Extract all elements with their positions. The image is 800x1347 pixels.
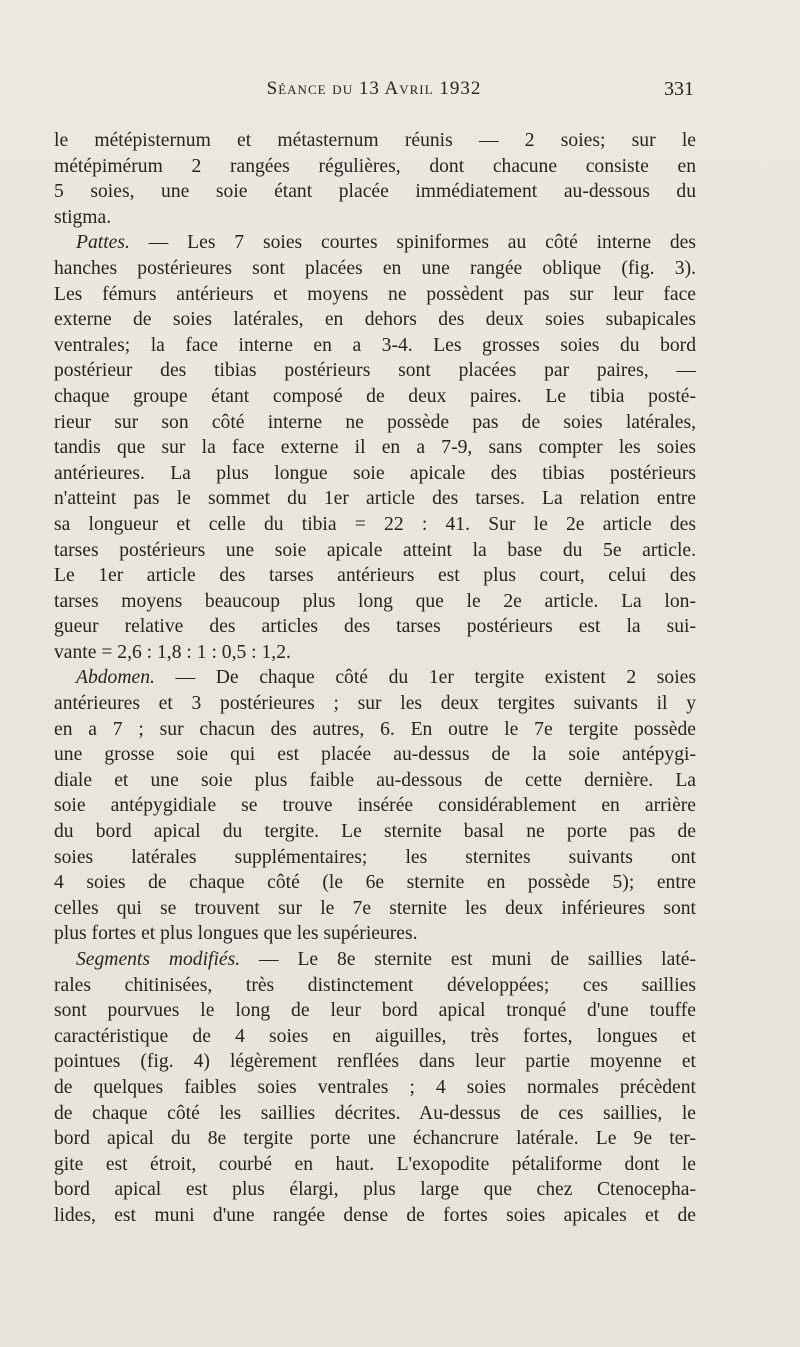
text-line: vante = 2,6 : 1,8 : 1 : 0,5 : 1,2.	[54, 641, 291, 663]
text-line: du bord apical du tergite. Le sternite basal ne porte pas de	[54, 821, 696, 843]
text-line: Pattes. — Les 7 soies courtes spiniformes au côté interne des	[76, 232, 696, 254]
paragraph-pattes	[54, 230, 696, 665]
text-line: Abdomen. — De chaque côté du 1er tergite existent 2 soies	[76, 667, 696, 689]
text-line: gite est étroit, courbé en haut. L'exopodite pétaliforme dont le	[54, 1153, 696, 1175]
text-line: le métépisternum et métasternum réunis — 2 soies; sur le	[54, 130, 696, 151]
text-line: tandis que sur la face externe il en a 7-9, sans compter les soies	[54, 437, 696, 459]
text-line: rales chitinisées, très distinctement développées; ces saillies	[54, 974, 696, 996]
text-line: antérieures. La plus longue soie apicale des tibias postérieurs	[54, 462, 696, 484]
text-line: pointues (fig. 4) légèrement renflées dans leur partie moyenne et	[54, 1051, 696, 1073]
section-heading-pattes: Pattes.	[76, 232, 130, 254]
text-line: métépimérum 2 rangées régulières, dont chacune consiste en	[54, 155, 696, 177]
text-line: sont pourvues le long de leur bord apical tronqué d'une touffe	[54, 1000, 696, 1022]
section-heading-segments-modifies: Segments modifiés.	[76, 949, 241, 970]
running-title: Séance du 13 Avril 1932	[266, 78, 482, 99]
text-line: gueur relative des articles des tarses postérieurs est la sui-	[54, 616, 696, 638]
page-header	[54, 76, 694, 110]
text-line: antérieures et 3 postérieures ; sur les deux tergites suivants il y	[54, 693, 696, 715]
text-line: soies latérales supplémentaires; les sternites suivants ont	[54, 846, 696, 868]
text-line: Les fémurs antérieurs et moyens ne possèdent pas sur leur face	[54, 283, 696, 305]
text-line: de quelques faibles soies ventrales ; 4 soies normales précèdent	[54, 1076, 696, 1098]
text-line: externe de soies latérales, en dehors des deux soies subapicales	[54, 309, 696, 331]
text-line: bord apical du 8e tergite porte une échancrure latérale. Le 9e ter-	[54, 1128, 696, 1150]
text-line: lides, est muni d'une rangée dense de fortes soies apicales et de	[54, 1204, 696, 1226]
text-line: caractéristique de 4 soies en aiguilles, très fortes, longues et	[54, 1025, 696, 1047]
text-line: 5 soies, une soie étant placée immédiatement au-dessous du	[54, 181, 696, 203]
body-text	[54, 128, 696, 1229]
text-line: plus fortes et plus longues que les supérieures.	[54, 923, 418, 945]
text-line: soie antépygidiale se trouve insérée considérablement en arrière	[54, 795, 696, 817]
text-line: de chaque côté les saillies décrites. Au-dessus de ces saillies, le	[54, 1102, 696, 1124]
text-line: celles qui se trouvent sur le 7e sternite les deux inférieures sont	[54, 897, 696, 919]
text-line: 4 soies de chaque côté (le 6e sternite en possède 5); entre	[54, 872, 696, 894]
text-line: tarses postérieurs une soie apicale atteint la base du 5e article.	[54, 539, 696, 561]
text-line: chaque groupe étant composé de deux paires. Le tibia posté-	[54, 385, 696, 407]
text-line: rieur sur son côté interne ne possède pas de soies latérales,	[54, 411, 696, 433]
text-line: postérieur des tibias postérieurs sont placées par paires, —	[54, 360, 696, 382]
paragraph-segments-modifies	[54, 947, 696, 1229]
text-line: une grosse soie qui est placée au-dessus de la soie antépygi-	[54, 744, 696, 766]
text-line: stigma.	[54, 206, 112, 228]
text-line: sa longueur et celle du tibia = 22 : 41. Sur le 2e article des	[54, 513, 696, 535]
section-heading-abdomen: Abdomen.	[76, 667, 155, 689]
text-line: hanches postérieures sont placées en une rangée oblique (fig. 3).	[54, 257, 696, 279]
text-line: tarses moyens beaucoup plus long que le 2e article. La lon-	[54, 590, 696, 612]
text-line: n'atteint pas le sommet du 1er article des tarses. La relation entre	[54, 488, 696, 510]
paragraph-thorax	[54, 128, 696, 230]
text-line: en a 7 ; sur chacun des autres, 6. En outre le 7e tergite possède	[54, 718, 696, 740]
text-line: diale et une soie plus faible au-dessous de cette dernière. La	[54, 769, 696, 791]
page-number: 331	[664, 78, 694, 100]
text-line: bord apical est plus élargi, plus large que chez Ctenocepha-	[54, 1179, 696, 1201]
text-line: Le 1er article des tarses antérieurs est plus court, celui des	[54, 565, 696, 587]
text-line: Segments modifiés. — Le 8e sternite est muni de saillies laté-	[76, 949, 696, 970]
paragraph-abdomen	[54, 665, 696, 947]
text-line: ventrales; la face interne en a 3-4. Les grosses soies du bord	[54, 334, 696, 356]
